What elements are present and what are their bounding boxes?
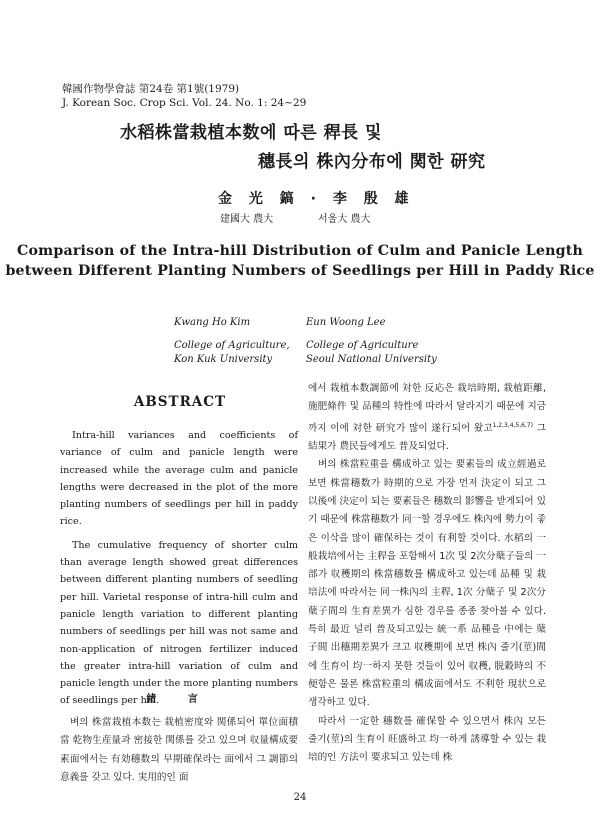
right-paragraph-2: 벼의 株當粒重을 構成하고 있는 要素들의 成立經過로 보면 株當穗数가 時期的으로 가장 먼저 決定이 되고 그 以後에 決定이 되는 要素들은 穗数의 影響을 받게되어 있기 때문에 株當穗数가 同一할 경우에도 株內에 勢力이 좋은 이삭을 많이 確保하는 것이 有利할 것이다. 水稻의 一般栽培에서는 主稈을 포함해서 1次 및 2次分蘖子들의 一部가 収穫期의 株當穗数를 構成하고 있는데 品種 및 栽培法에 따라서는 同一株內의 主稈, 1次 分蘖子 및 2次分蘖子間의 生育差異가 심한 경우를 종종 찾아볼 수 있다. 특히 最近 널리 普及되고있는 統一系 品種을 中에는 蘖子間 出穗期差異가 크고 収穫期에 보면 株內 줄기(莖)間에 生育이 均一하지 못한 것들이 있어 収穫, 脱穀時의 不便함은 물론 株當粒重의 構成面에서도 不利한 現状으로 생각하고 있다.	[308, 459, 546, 709]
right-paragraph-3: 따라서 一定한 穗数를 確保할 수 있으면서 株內 모든 줄기(莖)의 生育이 旺盛하고 均一하게 誘導할 수 있는 栽培的인 方法이 要求되고 있는데 株	[308, 715, 546, 764]
introduction-heading: 緒 言	[146, 694, 212, 705]
journal-header	[62, 82, 306, 110]
page-number: 24	[293, 792, 307, 803]
korean-author-names: 金 光 鎬 · 李 殷 雄	[218, 191, 415, 207]
right-paragraph-1-text: 에서 栽植本数調節에 対한 反応은 栽培時期, 栽植距離, 施肥條件 및 品種의 特性에 따라서 달라지기 때문에 지금까지 이에 対한 研究가 많이 遂行되어 왔고	[308, 383, 546, 434]
author-block-1	[174, 316, 290, 367]
english-title-line1: Comparison of the Intra-hill Distribution of Culm and Panicle Length	[17, 243, 583, 259]
introduction-body	[60, 714, 298, 787]
abstract-paragraph-1: Intra-hill variances and coefficients of variance of culm and panicle length were increased while the average culm and panicle lengths were decreased in the plot of the more planting numbers of seedlings per hill in paddy rice.	[60, 430, 298, 528]
abstract-paragraph-2: The cumulative frequency of shorter culm than average length showed great differences between different planting numbers of seedling per hill. Varietal response of intra-hill culm and panicle length variation to different planting numbers of seedlings per hill was not same and non-application of nitrogen fertilizer induced the greater intra-hill variation of culm and panicle length under the more planting numbers of seedlings per hill.	[60, 539, 298, 707]
right-column-body	[308, 380, 546, 767]
korean-affiliation-2: 서울大 農大	[318, 214, 371, 225]
author-college: College of Agriculture,	[174, 340, 290, 351]
abstract-body	[60, 427, 298, 710]
korean-affiliation-1: 建國大 農大	[220, 214, 274, 225]
author-block-2	[306, 316, 437, 367]
author-name: Eun Woong Lee	[306, 317, 386, 328]
korean-title-line1: 水稻株當栽植本数에 따른 稈長 및	[120, 123, 382, 143]
journal-citation-korean: 韓國作物學會誌 第24卷 第1號(1979)	[62, 83, 240, 95]
korean-title-line2: 穗長의 株內分布에 関한 研究	[258, 152, 486, 172]
author-university: Kon Kuk University	[174, 354, 273, 365]
english-title-line2: between Different Planting Numbers of Seedlings per Hill in Paddy Rice	[5, 263, 595, 279]
author-college: College of Agriculture	[306, 340, 419, 351]
author-university: Seoul National University	[306, 354, 437, 365]
abstract-heading: ABSTRACT	[133, 394, 227, 410]
author-name: Kwang Ho Kim	[174, 317, 251, 328]
right-paragraph-1-end: 그 結果가 農民들에게도 普及되었다.	[308, 422, 546, 453]
citation-superscript: 1,2,3,4,5,6,7)	[492, 421, 534, 429]
introduction-paragraph-1: 벼의 株當栽植本数는 栽植密度와 関係되어 單位面積當 乾物生産量과 密接한 関係를 갖고 있으며 収量構成要素面에서는 有効穗数의 早期確保라는 面에서 그 調節의 意義를 갖고 있다. 実用的인 面	[60, 717, 298, 783]
right-paragraph-1	[308, 380, 546, 456]
journal-citation-english: J. Korean Soc. Crop Sci. Vol. 24. No. 1: 24~29	[62, 97, 307, 109]
